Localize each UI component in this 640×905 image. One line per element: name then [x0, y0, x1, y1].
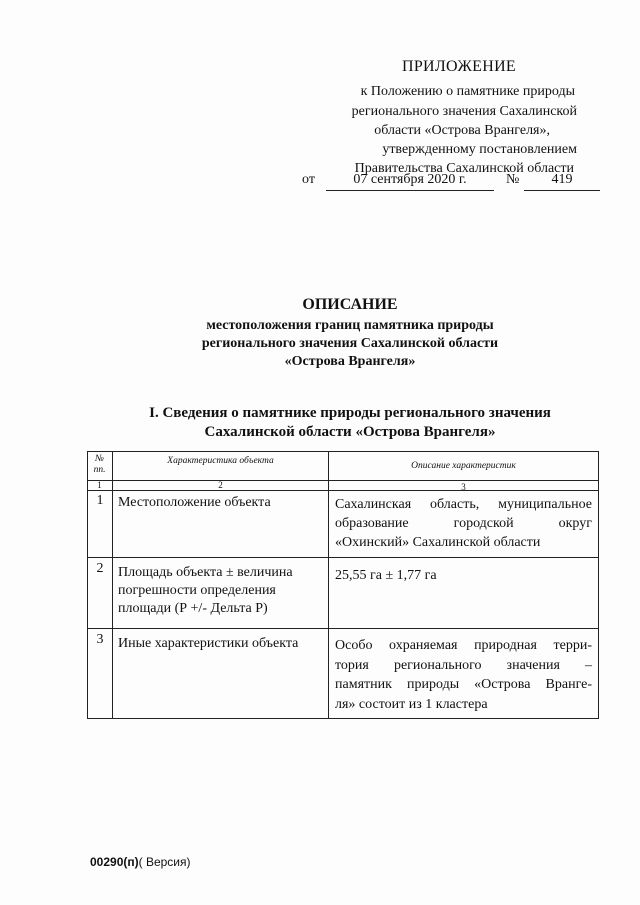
row-characteristic: Местоположение объекта — [118, 495, 271, 510]
appendix-line: к Положению о памятнике природы — [360, 84, 575, 99]
section-heading-line: I. Сведения о памятнике природы регионального значения — [149, 405, 551, 421]
table-border — [87, 451, 599, 452]
characteristics-table — [87, 451, 599, 719]
table-border — [598, 451, 599, 719]
number-prefix: № — [506, 172, 520, 187]
row-number: 3 — [96, 632, 104, 647]
appendix-line: утвержденному постановлением — [382, 142, 577, 157]
table-border — [112, 451, 113, 719]
section-heading-line: Сахалинской области «Острова Врангеля» — [204, 424, 496, 440]
decree-date-row — [302, 172, 602, 194]
column-number: 2 — [218, 480, 223, 490]
row-description: 25,55 га ± 1,77 га — [335, 568, 437, 583]
row-number: 1 — [96, 493, 104, 508]
table-border — [87, 557, 599, 558]
title-line: «Острова Врангеля» — [284, 354, 416, 369]
row-characteristic: Иные характеристики объекта — [118, 636, 299, 651]
date-prefix: от — [302, 172, 315, 187]
document-version: ( Версия) — [138, 855, 191, 869]
title-main: ОПИСАНИЕ — [302, 296, 398, 313]
document-title — [0, 295, 640, 371]
table-border — [87, 718, 599, 719]
row-characteristic: Площадь объекта ± величина погрешности определения площади (Р +/- Дельта Р) — [118, 565, 293, 616]
title-line: местоположения границ памятника природы — [206, 318, 494, 333]
decree-number: 419 — [524, 172, 600, 191]
column-number: 1 — [97, 480, 102, 490]
title-line: регионального значения Сахалинской области — [201, 336, 499, 351]
table-border — [87, 628, 599, 629]
appendix-line: регионального значения Сахалинской — [351, 104, 577, 119]
header-num: № пп. — [93, 454, 106, 475]
appendix-line: Правительства Сахалинской области — [354, 161, 574, 176]
row-description: Сахалинская область, муниципальное образование городской округ «Охинский» Сахалинской области — [335, 497, 592, 550]
section-heading — [0, 404, 640, 442]
row-description: Особо охраняемая природная терри- тория регионального значения – памятник природы «Острова Вранге- ля» состоит из 1 кластера — [335, 638, 592, 712]
column-number: 3 — [461, 482, 466, 492]
decree-date: 07 сентября 2020 г. — [326, 172, 494, 191]
document-code: 00290(п) — [90, 855, 139, 869]
header-characteristic: Характеристика объекта — [167, 456, 274, 466]
header-description: Описание характеристик — [411, 461, 516, 471]
row-number: 2 — [96, 561, 104, 576]
appendix-title: ПРИЛОЖЕНИЕ — [402, 58, 517, 75]
appendix-line: области «Острова Врангеля», — [374, 123, 550, 138]
table-border — [87, 451, 88, 719]
footer-code — [90, 855, 191, 869]
